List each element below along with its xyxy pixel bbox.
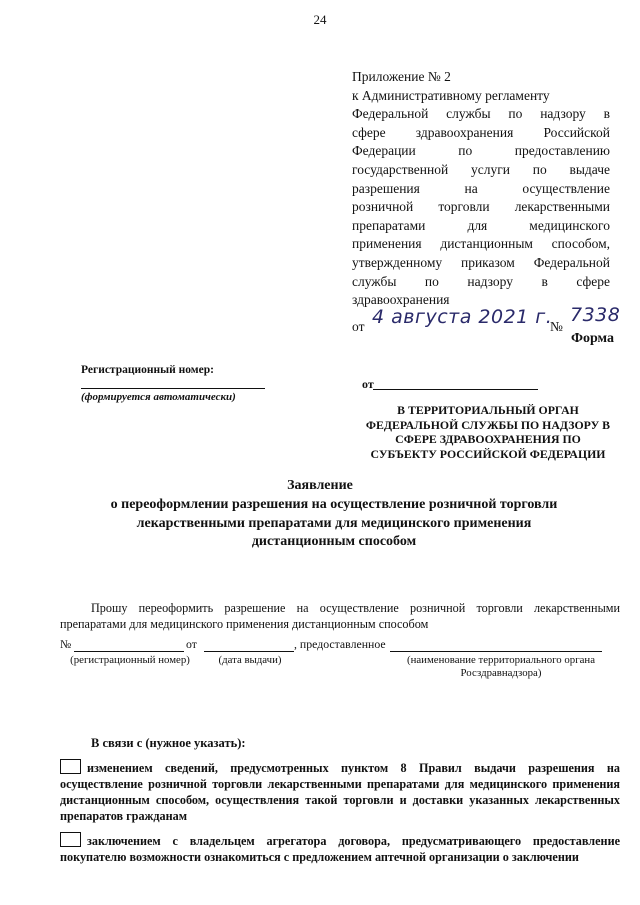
- option-aggregator-contract: [60, 832, 620, 865]
- statement-subtitle: о переоформлении разрешения на осуществление розничной торговли лекарственными препаратами для медицинского применения дистанционным способом: [110, 497, 558, 549]
- registration-label: Регистрационный номер:: [81, 364, 214, 376]
- caption-issue-date: (дата выдачи): [218, 654, 282, 666]
- appendix-line: розничной торговли лекарственными: [352, 199, 610, 215]
- addressee: В ТЕРРИТОРИАЛЬНЫЙ ОРГАН ФЕДЕРАЛЬНОЙ СЛУЖБЫ ПО НАДЗОРУ В СФЕРЕ ЗДРАВООХРАНЕНИЯ ПО СУБЪЕКТУ РОССИЙСКОЙ ФЕДЕРАЦИИ: [365, 403, 611, 461]
- registration-number-field[interactable]: [81, 388, 265, 389]
- appendix-line: препаратами для медицинского: [352, 217, 610, 233]
- order-number-sign: №: [550, 318, 563, 334]
- appendix-title: Приложение № 2: [352, 69, 451, 84]
- option-checkbox[interactable]: [60, 832, 81, 847]
- appendix-block: [352, 68, 621, 338]
- statement-title: Заявление: [287, 478, 353, 493]
- form-label: Форма: [570, 331, 614, 346]
- permit-org-field[interactable]: [390, 651, 602, 652]
- permit-number-field[interactable]: [74, 651, 184, 652]
- permit-provided-label: , предоставленное: [294, 637, 386, 651]
- appendix-line: Федерации по предоставлению: [352, 143, 610, 159]
- appendix-line: утвержденному приказом Федеральной: [352, 254, 610, 270]
- appendix-line: здравоохранения: [352, 292, 450, 308]
- registration-note: (формируется автоматически): [81, 391, 236, 403]
- appendix-line: Федеральной службы по надзору в: [352, 106, 610, 122]
- request-text: Прошу переоформить разрешение на осуществление розничной торговли лекарственными препаратами для медицинского применения дистанционным способом: [60, 601, 620, 631]
- appendix-line: разрешения на осуществление: [352, 180, 610, 196]
- appendix-line: применения дистанционным способом,: [352, 236, 610, 252]
- option-text: изменением сведений, предусмотренных пунктом 8 Правил выдачи разрешения на осуществление розничной торговли лекарственными препаратами для медицинского применения дистанционным способом, осуществления такой торговли и доставки указанных лекарственных препаратов гражданам: [60, 761, 620, 823]
- page-number: 24: [313, 12, 327, 27]
- option-change-info: [60, 759, 620, 824]
- permit-date-field[interactable]: [204, 651, 294, 652]
- permit-number-label: №: [60, 637, 72, 651]
- order-prefix: от: [352, 318, 365, 334]
- option-text: заключением с владельцем агрегатора договора, предусматривающего предоставление покупателю возможности ознакомиться с предложением аптечной организации о заключении: [60, 834, 620, 864]
- appendix-line: службы по надзору в сфере: [352, 273, 610, 289]
- appendix-line: сфере здравоохранения Российской: [352, 124, 610, 140]
- order-number-handwritten: 7338: [570, 303, 621, 326]
- appendix-line: государственной услуги по выдаче: [352, 161, 610, 177]
- appendix-line: к Административному регламенту: [352, 87, 550, 103]
- caption-territorial-body: (наименование территориального органа Росздравнадзора): [407, 654, 595, 679]
- order-date-handwritten: 4 августа 2021 г.: [372, 305, 553, 328]
- caption-registration-number: (регистрационный номер): [70, 654, 190, 666]
- option-checkbox[interactable]: [60, 759, 81, 774]
- permit-from-label: от: [186, 637, 197, 651]
- reasons-heading: В связи с (нужное указать):: [91, 736, 246, 750]
- from-label: от: [362, 377, 374, 391]
- from-field[interactable]: [373, 389, 538, 390]
